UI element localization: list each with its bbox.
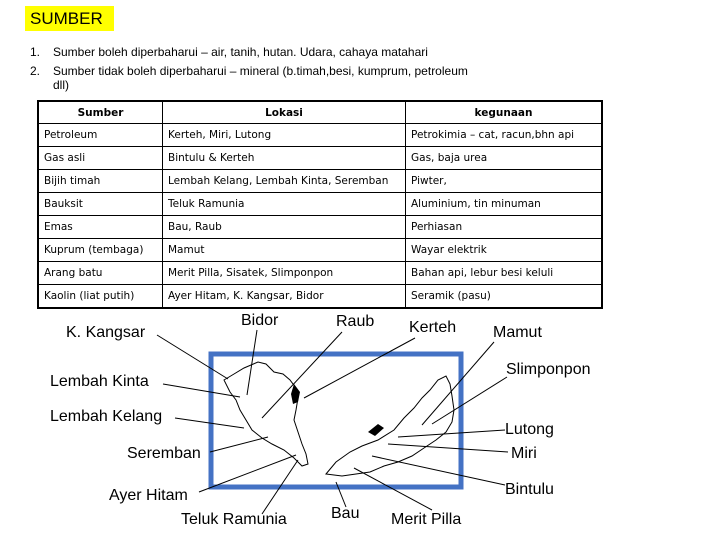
cell-sumber: Emas — [38, 216, 163, 239]
page-title: SUMBER — [25, 6, 114, 31]
cell-lokasi: Kerteh, Miri, Lutong — [163, 124, 406, 147]
cell-sumber: Petroleum — [38, 124, 163, 147]
map-label-seremban: Seremban — [127, 445, 201, 462]
header-kegunaan: kegunaan — [406, 101, 603, 124]
cell-lokasi: Ayer Hitam, K. Kangsar, Bidor — [163, 285, 406, 309]
map-label-slimponpon: Slimponpon — [506, 361, 591, 378]
list-text: Sumber boleh diperbaharui – air, tanih, hutan. Udara, cahaya matahari — [53, 45, 428, 59]
map-label-teluk-ramunia: Teluk Ramunia — [181, 511, 287, 528]
list-number: 2. — [30, 64, 41, 78]
cell-kegunaan: Piwter, — [406, 170, 603, 193]
map-label-ayer-hitam: Ayer Hitam — [109, 487, 188, 504]
cell-kegunaan: Petrokimia – cat, racun,bhn api — [406, 124, 603, 147]
map-label-bintulu: Bintulu — [505, 481, 554, 498]
map-label-bidor: Bidor — [241, 312, 279, 329]
cell-lokasi: Teluk Ramunia — [163, 193, 406, 216]
cell-sumber: Arang batu — [38, 262, 163, 285]
cell-lokasi: Bau, Raub — [163, 216, 406, 239]
cell-lokasi: Mamut — [163, 239, 406, 262]
cell-sumber: Kaolin (liat putih) — [38, 285, 163, 309]
map-label-lembah-kelang: Lembah Kelang — [50, 408, 163, 425]
map-label-bau: Bau — [331, 505, 360, 522]
cell-lokasi: Merit Pilla, Sisatek, Slimponpon — [163, 262, 406, 285]
cell-sumber: Bauksit — [38, 193, 163, 216]
header-lokasi: Lokasi — [163, 101, 406, 124]
map-label-miri: Miri — [511, 445, 537, 462]
cell-lokasi: Bintulu & Kerteh — [163, 147, 406, 170]
cell-sumber: Bijih timah — [38, 170, 163, 193]
cell-kegunaan: Aluminium, tin minuman — [406, 193, 603, 216]
cell-kegunaan: Gas, baja urea — [406, 147, 603, 170]
cell-kegunaan: Perhiasan — [406, 216, 603, 239]
list-number: 1. — [30, 45, 41, 59]
cell-kegunaan: Seramik (pasu) — [406, 285, 603, 309]
cell-kegunaan: Wayar elektrik — [406, 239, 603, 262]
map-label-mamut: Mamut — [493, 324, 542, 341]
map-label-lembah-kinta: Lembah Kinta — [50, 373, 149, 390]
map-label-raub: Raub — [336, 313, 375, 330]
map-label-lutong: Lutong — [505, 421, 554, 438]
list-text: Sumber tidak boleh diperbaharui – mineral (b.timah,besi, kumprum, petroleum dll) — [53, 64, 468, 92]
map-label-merit-pilla: Merit Pilla — [391, 511, 462, 528]
cell-sumber: Kuprum (tembaga) — [38, 239, 163, 262]
cell-lokasi: Lembah Kelang, Lembah Kinta, Seremban — [163, 170, 406, 193]
cell-kegunaan: Bahan api, lebur besi keluli — [406, 262, 603, 285]
map-label-kkangsar: K. Kangsar — [66, 324, 146, 341]
header-sumber: Sumber — [38, 101, 163, 124]
map-label-kerteh: Kerteh — [409, 319, 457, 336]
cell-sumber: Gas asli — [38, 147, 163, 170]
